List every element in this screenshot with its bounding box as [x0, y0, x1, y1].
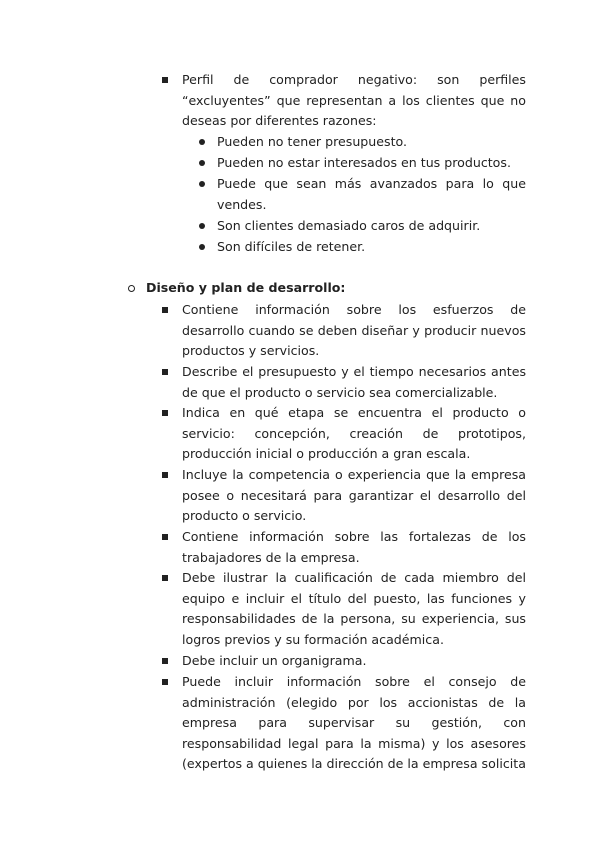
list-item: [182, 300, 526, 362]
list-item-text: Indica en qué etapa se encuentra el producto o servicio: concepción, creación de prototipos, producción inicial o producción a gran escala.: [182, 405, 526, 462]
square-bullet-icon: [162, 369, 168, 375]
dot-bullet-icon: [199, 223, 205, 229]
dot-bullet-icon: [199, 244, 205, 250]
list-item: [182, 568, 526, 650]
square-bullet-icon: [162, 534, 168, 540]
list-item-text: Contiene información sobre los esfuerzos de desarrollo cuando se deben diseñar y producir nuevos productos y servicios.: [182, 302, 526, 359]
list-item: [217, 153, 526, 174]
list-item-text: Perfil de comprador negativo: son perfiles “excluyentes” que representan a los clientes que no deseas por diferentes razones:: [182, 72, 526, 129]
list-item-text: Puede incluir información sobre el consejo de administración (elegido por los accionistas de la empresa para supervisar su gestión, con responsabilidad legal para la misma) y los asesores (expertos a quienes la dirección de la empresa solicita: [182, 674, 526, 772]
dot-bullet-icon: [199, 139, 205, 145]
list-item-text: Son difíciles de retener.: [217, 239, 366, 254]
square-bullet-icon: [162, 658, 168, 664]
list-item-text: Debe ilustrar la cualificación de cada miembro del equipo e incluir el título del puesto, las funciones y responsabilidades de la persona, su experiencia, sus logros previos y su formación académica.: [182, 570, 526, 647]
list-item: [217, 174, 526, 215]
square-bullet-icon: [162, 410, 168, 416]
square-bullet-icon: [162, 679, 168, 685]
list-item: [217, 216, 526, 237]
circle-bullet-icon: [128, 285, 135, 292]
list-item-text: Describe el presupuesto y el tiempo necesarios antes de que el producto o servicio sea comercializable.: [182, 364, 526, 400]
list-item: [182, 70, 526, 132]
list-item-text: Debe incluir un organigrama.: [182, 653, 367, 668]
square-bullet-icon: [162, 77, 168, 83]
section-heading: [146, 278, 526, 299]
dot-bullet-icon: [199, 160, 205, 166]
square-bullet-icon: [162, 472, 168, 478]
list-item: [182, 672, 526, 775]
dot-bullet-icon: [199, 181, 205, 187]
list-item-text: Pueden no estar interesados en tus productos.: [217, 155, 511, 170]
list-item-text: Puede que sean más avanzados para lo que vendes.: [217, 176, 526, 212]
list-item: [182, 651, 526, 672]
list-item: [217, 237, 526, 258]
square-bullet-icon: [162, 575, 168, 581]
list-item: [182, 362, 526, 403]
list-item-text: Incluye la competencia o experiencia que la empresa posee o necesitará para garantizar el desarrollo del producto o servicio.: [182, 467, 526, 524]
square-bullet-icon: [162, 307, 168, 313]
list-item-text: Contiene información sobre las fortalezas de los trabajadores de la empresa.: [182, 529, 526, 565]
list-item-text: Pueden no tener presupuesto.: [217, 134, 408, 149]
list-item: [182, 403, 526, 465]
list-item-text: Son clientes demasiado caros de adquirir.: [217, 218, 481, 233]
list-item: [217, 132, 526, 153]
list-item: [182, 527, 526, 568]
section-heading-text: Diseño y plan de desarrollo:: [146, 280, 346, 295]
list-item: [182, 465, 526, 527]
